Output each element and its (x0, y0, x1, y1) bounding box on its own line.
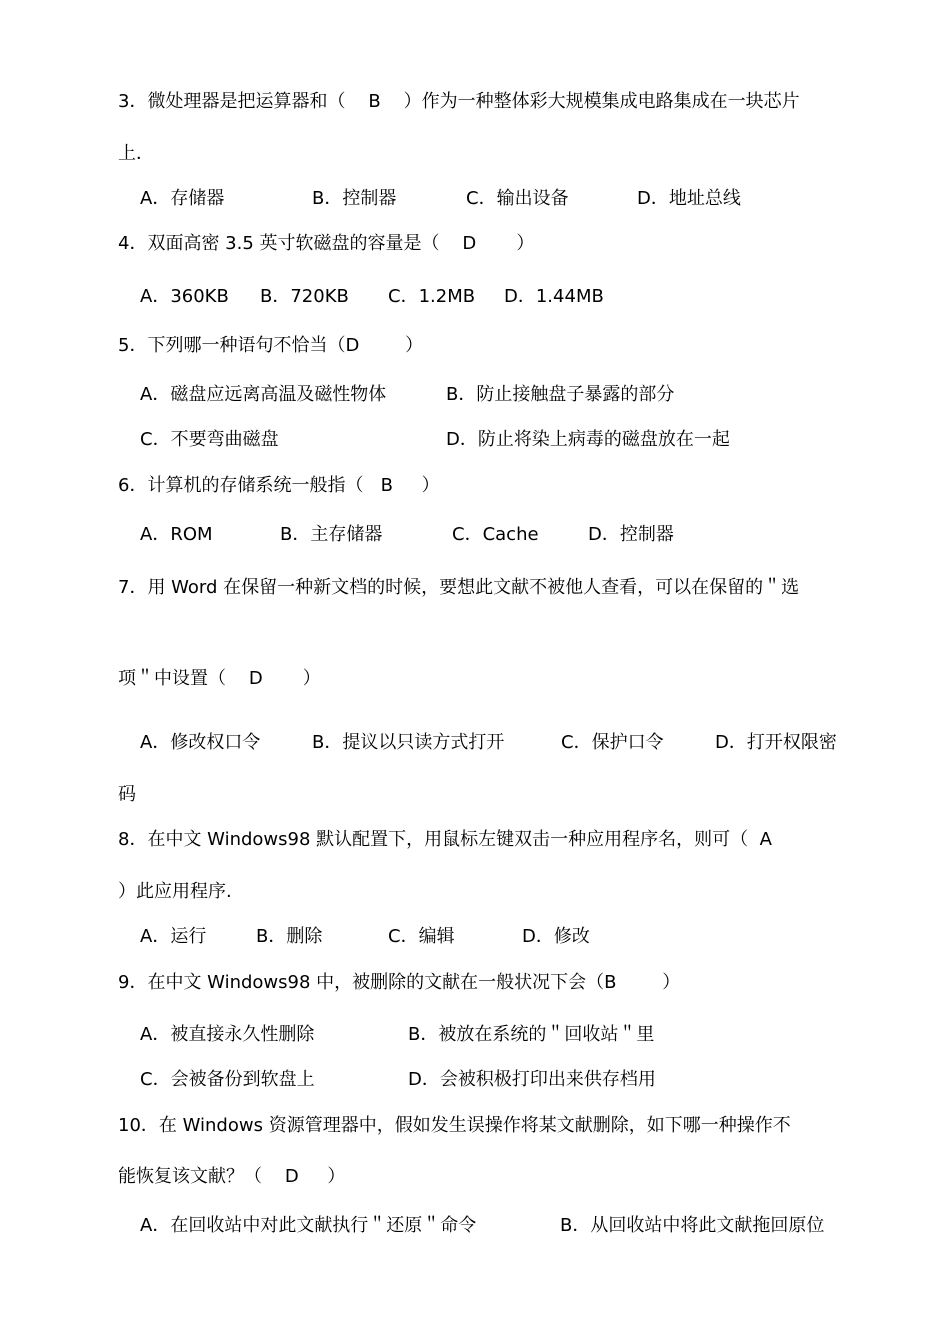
question-7-stem: 7．用 Word 在保留一种新文档的时候，要想此文献不被他人查看，可以在保留的＂选 (118, 577, 800, 598)
question-3-option-d: D．地址总线 (637, 188, 741, 209)
question-6-option-c: C．Cache (452, 524, 539, 545)
question-8-option-a: A．运行 (140, 926, 207, 947)
question-7-option-c: C．保护口令 (561, 732, 664, 753)
question-4-stem: 4．双面高密 3.5 英寸软磁盘的容量是（ D ） (118, 233, 535, 254)
question-3-option-c: C．输出设备 (466, 188, 569, 209)
question-6-stem: 6．计算机的存储系统一般指（ B ） (118, 475, 440, 496)
question-5-option-a: A．磁盘应远离高温及磁性物体 (140, 384, 387, 405)
question-6-option-a: A．ROM (140, 524, 213, 545)
question-3-option-b: B．控制器 (312, 188, 397, 209)
question-10-option-a: A．在回收站中对此文献执行＂还原＂命令 (140, 1215, 477, 1236)
question-9-option-b: B．被放在系统的＂回收站＂里 (408, 1024, 655, 1045)
question-8-stem-continued: ）此应用程序. (118, 881, 232, 902)
question-10-option-b: B．从回收站中将此文献拖回原位 (560, 1215, 825, 1236)
question-10-stem: 10．在 Windows 资源管理器中，假如发生误操作将某文献删除，如下哪一种操作不 (118, 1115, 791, 1136)
question-9-option-c: C．会被备份到软盘上 (140, 1069, 315, 1090)
question-4-option-a: A．360KB (140, 286, 229, 307)
question-8-stem: 8．在中文 Windows98 默认配置下，用鼠标左键双击一种应用程序名，则可（ A (118, 829, 772, 850)
question-4-option-d: D．1.44MB (504, 286, 604, 307)
question-7-option-b: B．提议以只读方式打开 (312, 732, 505, 753)
question-3-stem-continued: 上． (118, 143, 154, 164)
question-7-stem-continued: 项＂中设置（ D ） (118, 668, 321, 689)
question-6-option-b: B．主存储器 (280, 524, 383, 545)
question-5-stem: 5．下列哪一种语句不恰当（D ） (118, 335, 424, 356)
question-5-option-d: D．防止将染上病毒的磁盘放在一起 (446, 429, 730, 450)
question-8-option-d: D．修改 (522, 926, 590, 947)
question-7-option-d-continued: 码 (118, 784, 136, 805)
question-7-option-d: D．打开权限密 (715, 732, 837, 753)
question-7-option-a: A．修改权口令 (140, 732, 261, 753)
question-8-option-c: C．编辑 (388, 926, 455, 947)
question-9-option-d: D．会被积极打印出来供存档用 (408, 1069, 656, 1090)
question-4-option-b: B．720KB (260, 286, 349, 307)
question-3-stem: 3．微处理器是把运算器和（ B ）作为一种整体彩大规模集成电路集成在一块芯片 (118, 91, 800, 112)
question-6-option-d: D．控制器 (588, 524, 674, 545)
question-9-option-a: A．被直接永久性删除 (140, 1024, 315, 1045)
question-3-option-a: A．存储器 (140, 188, 225, 209)
question-8-option-b: B．删除 (256, 926, 323, 947)
question-5-option-b: B．防止接触盘子暴露的部分 (446, 384, 675, 405)
question-5-option-c: C．不要弯曲磁盘 (140, 429, 279, 450)
question-9-stem: 9．在中文 Windows98 中，被删除的文献在一般状况下会（B ） (118, 972, 681, 993)
question-10-stem-continued: 能恢复该文献？（ D ） (118, 1166, 346, 1187)
question-4-option-c: C．1.2MB (388, 286, 476, 307)
